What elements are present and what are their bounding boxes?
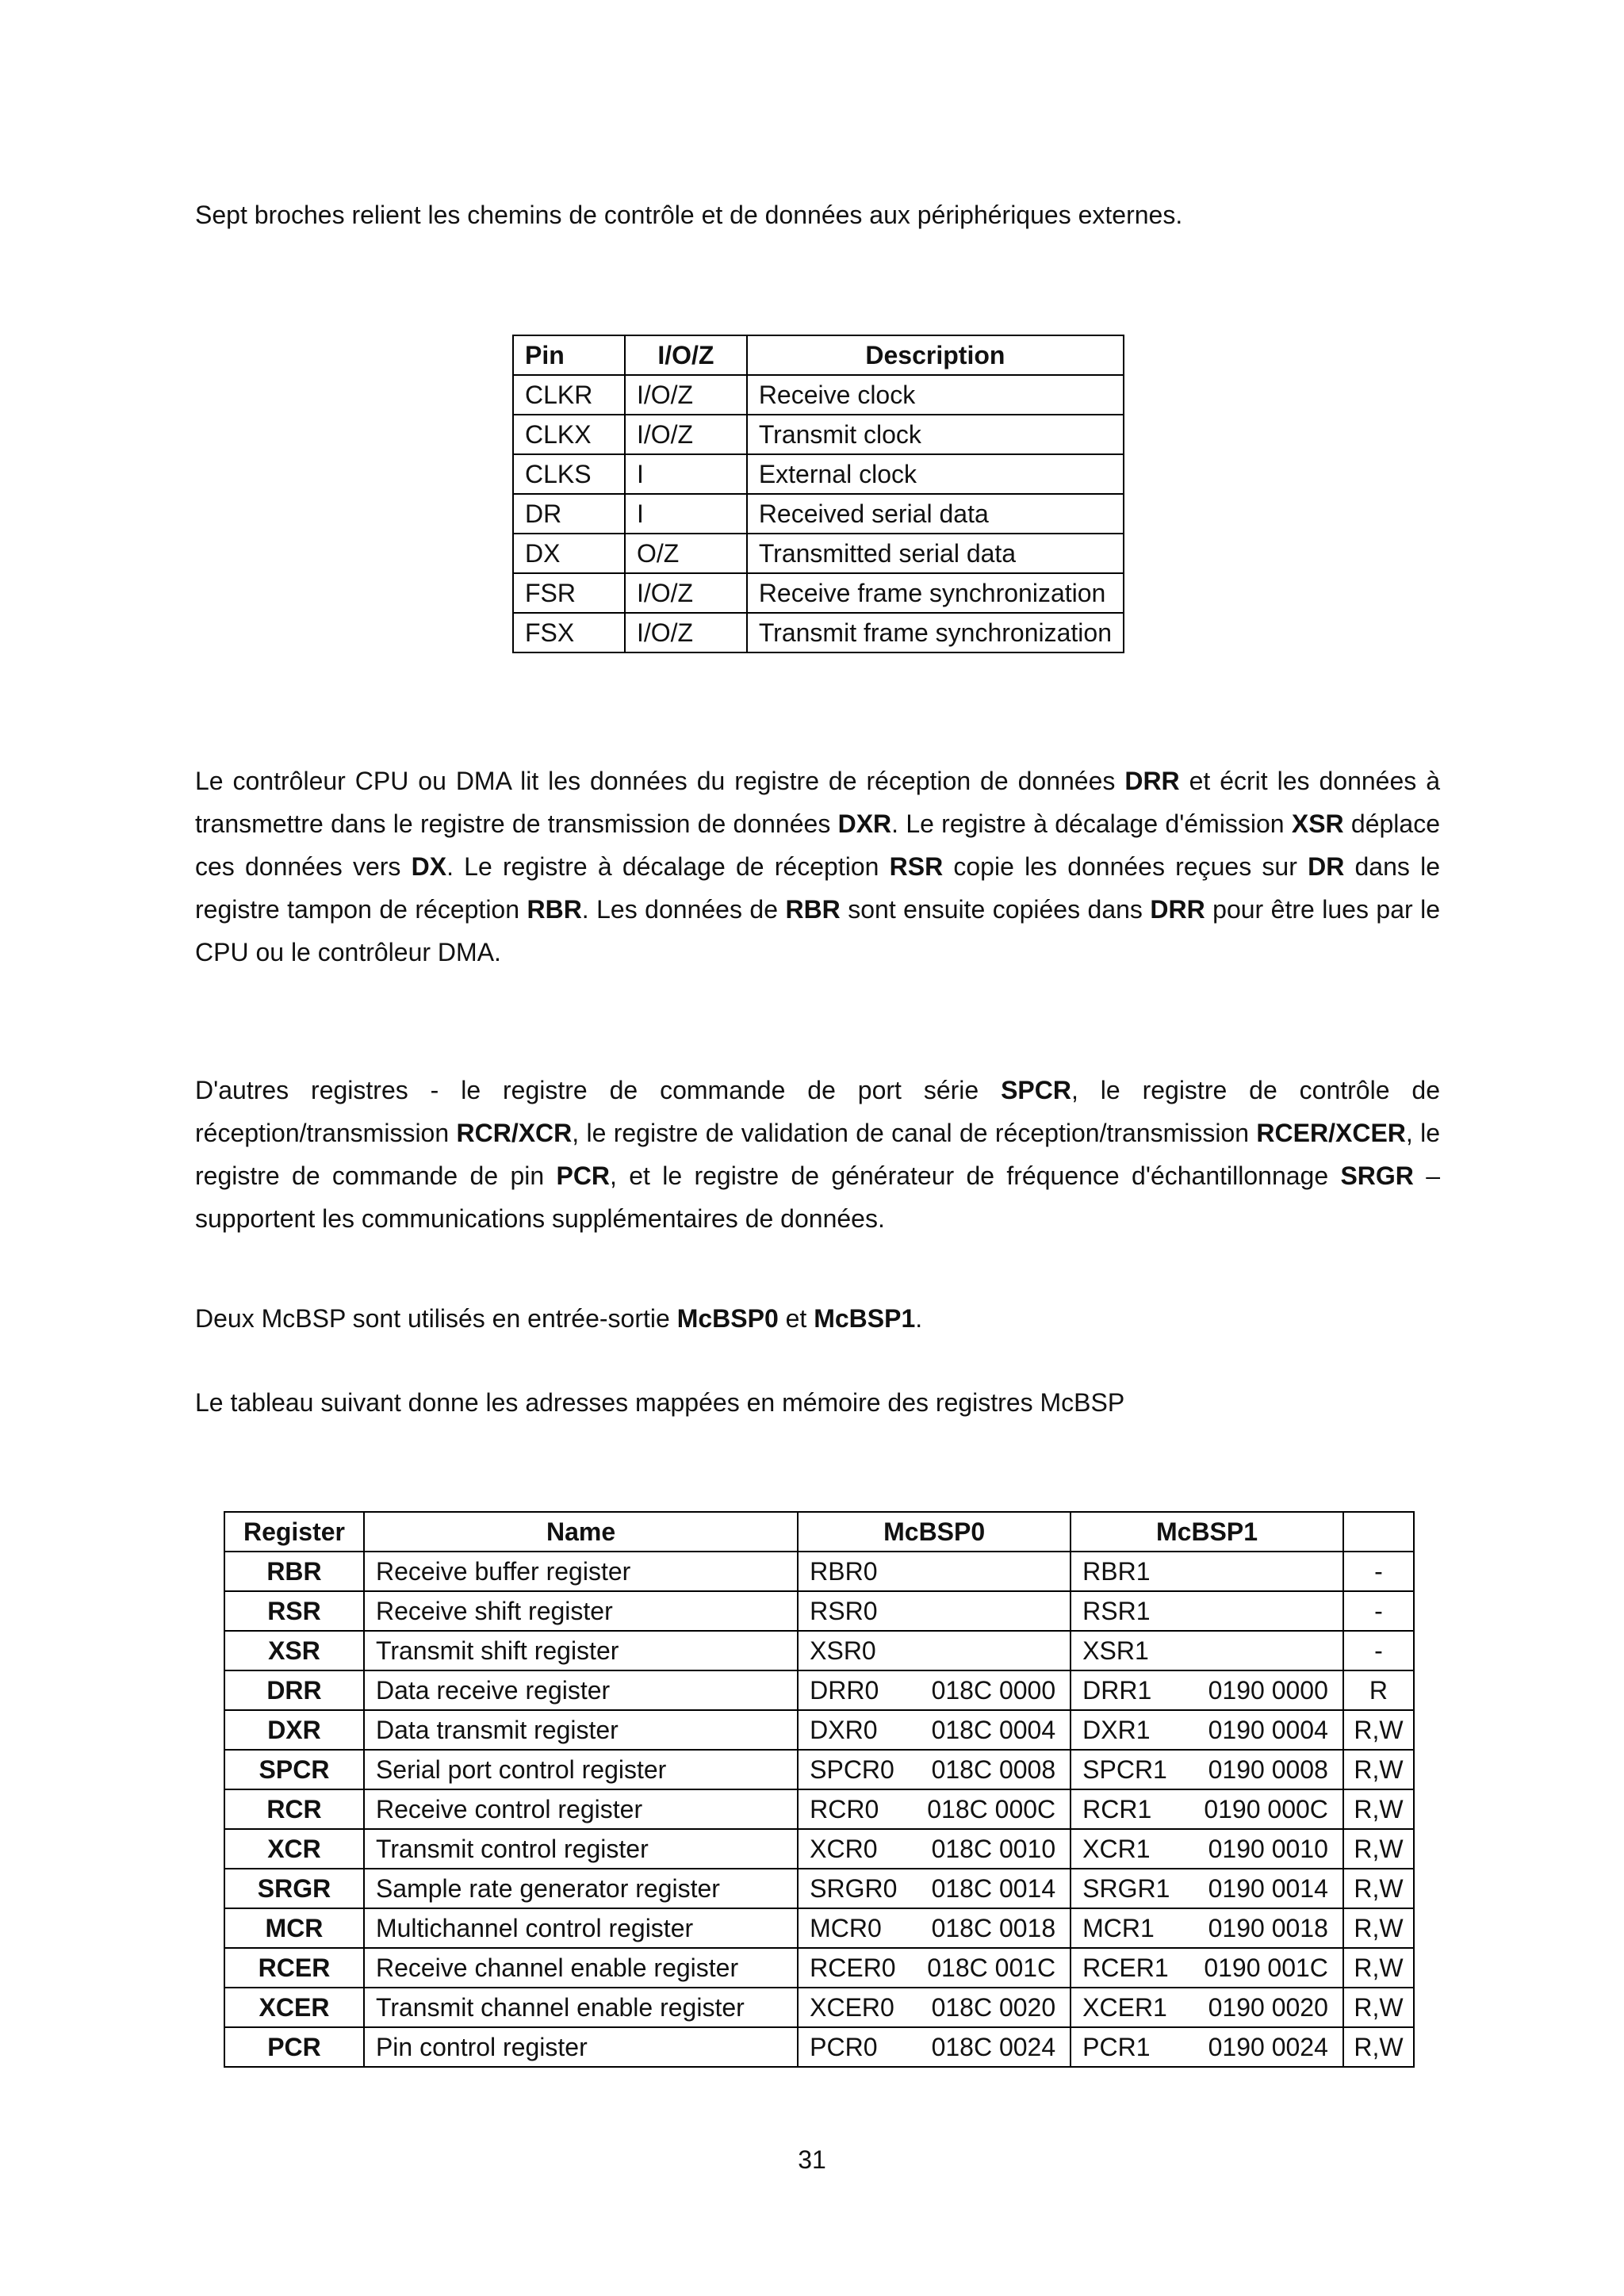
mcbsp0-address: 018C 0014 xyxy=(931,1874,1056,1903)
mcbsp1-register-label: XCER1 xyxy=(1082,1993,1167,2022)
access-cell: R,W xyxy=(1343,1710,1414,1750)
mcbsp1-register-label: RSR1 xyxy=(1082,1597,1151,1625)
register-table-header xyxy=(224,1512,1414,1552)
mcbsp1-register-label: SPCR1 xyxy=(1082,1755,1167,1784)
mcbsp1-cell xyxy=(1071,1670,1343,1710)
mcbsp1-address: 0190 0014 xyxy=(1208,1874,1328,1903)
register-table-row xyxy=(224,1710,1414,1750)
header-io: I/O/Z xyxy=(625,335,747,375)
mcbsp1-cell xyxy=(1071,1552,1343,1591)
bold-term: DR xyxy=(1308,852,1345,881)
bold-term: PCR xyxy=(556,1161,611,1190)
pin-table-row xyxy=(513,415,1124,454)
mcbsp1-address: 0190 0008 xyxy=(1208,1755,1328,1784)
description-cell: Receive frame synchronization xyxy=(747,573,1124,613)
register-table-row xyxy=(224,1829,1414,1869)
pin-cell: FSX xyxy=(513,613,625,652)
pin-cell: FSR xyxy=(513,573,625,613)
mcbsp1-cell xyxy=(1071,1789,1343,1829)
io-cell: I/O/Z xyxy=(625,375,747,415)
mcbsp0-cell xyxy=(798,1988,1071,2027)
mcbsp1-address: 0190 0018 xyxy=(1208,1914,1328,1942)
bold-term: RCER/XCER xyxy=(1256,1119,1406,1147)
name-cell: Multichannel control register xyxy=(364,1908,798,1948)
text-segment: , le registre de commande de pin xyxy=(195,1119,1441,1190)
register-cell: RCER xyxy=(224,1948,364,1988)
access-cell: - xyxy=(1343,1552,1414,1591)
bold-term: RBR xyxy=(785,895,841,924)
register-cell: SPCR xyxy=(224,1750,364,1789)
mcbsp0-register-label: DXR0 xyxy=(810,1716,878,1744)
name-cell: Serial port control register xyxy=(364,1750,798,1789)
name-cell: Receive buffer register xyxy=(364,1552,798,1591)
name-cell: Transmit channel enable register xyxy=(364,1988,798,2027)
text-segment: Deux McBSP sont utilisés en entrée-sortie xyxy=(195,1304,677,1333)
mcbsp1-cell xyxy=(1071,1988,1343,2027)
mcbsp0-cell xyxy=(798,1789,1071,1829)
register-cell: RCR xyxy=(224,1789,364,1829)
pin-table-row xyxy=(513,375,1124,415)
text-segment: dans le registre tampon de réception xyxy=(195,852,1441,924)
text-segment: copie les données reçues sur xyxy=(943,852,1308,881)
header-name: Name xyxy=(364,1512,798,1552)
description-cell: Transmit frame synchronization xyxy=(747,613,1124,652)
mcbsp0-address: 018C 0000 xyxy=(931,1676,1056,1705)
mcbsp1-address: 0190 0024 xyxy=(1208,2033,1328,2061)
register-cell: PCR xyxy=(224,2027,364,2067)
mcbsp1-register-label: RCR1 xyxy=(1082,1795,1152,1823)
mcbsp0-register-label: SRGR0 xyxy=(810,1874,898,1903)
mcbsp0-register-label: RSR0 xyxy=(810,1597,878,1625)
text-segment: et écrit les données à transmettre dans le registre de transmission de données xyxy=(195,767,1441,838)
pin-table xyxy=(512,335,1124,653)
name-cell: Data transmit register xyxy=(364,1710,798,1750)
mcbsp1-address: 0190 0020 xyxy=(1208,1993,1328,2022)
text-segment: et xyxy=(778,1304,814,1333)
description-cell: Received serial data xyxy=(747,494,1124,534)
mcbsp1-cell xyxy=(1071,1710,1343,1750)
mcbsp1-cell xyxy=(1071,1750,1343,1789)
mcbsp0-register-label: SPCR0 xyxy=(810,1755,894,1784)
bold-term: DRR xyxy=(1150,895,1205,924)
access-cell: R,W xyxy=(1343,1869,1414,1908)
mcbsp1-register-label: RBR1 xyxy=(1082,1557,1151,1586)
mcbsp0-register-label: RCR0 xyxy=(810,1795,879,1823)
bold-term: DXR xyxy=(837,809,892,838)
mcbsp1-register-label: DXR1 xyxy=(1082,1716,1151,1744)
io-cell: O/Z xyxy=(625,534,747,573)
pin-table-row xyxy=(513,534,1124,573)
mcbsp0-register-label: XSR0 xyxy=(810,1636,876,1665)
access-cell: R,W xyxy=(1343,1750,1414,1789)
access-cell: R,W xyxy=(1343,1908,1414,1948)
mcbsp0-address: 018C 0008 xyxy=(931,1755,1056,1784)
bold-term: XSR xyxy=(1291,809,1344,838)
paragraph-table-intro: Le tableau suivant donne les adresses mappées en mémoire des registres McBSP xyxy=(195,1388,1125,1417)
mcbsp1-register-label: MCR1 xyxy=(1082,1914,1155,1942)
name-cell: Receive channel enable register xyxy=(364,1948,798,1988)
text-segment: . xyxy=(915,1304,923,1333)
io-cell: I xyxy=(625,454,747,494)
register-cell: XSR xyxy=(224,1631,364,1670)
mcbsp1-cell xyxy=(1071,2027,1343,2067)
text-segment: – supportent les communications supplémentaires de données. xyxy=(195,1161,1441,1233)
header-mcbsp1: McBSP1 xyxy=(1071,1512,1343,1552)
page-number: 31 xyxy=(798,2145,826,2174)
pin-table-row xyxy=(513,573,1124,613)
header-register: Register xyxy=(224,1512,364,1552)
bold-term: DRR xyxy=(1124,767,1180,795)
mcbsp1-cell xyxy=(1071,1948,1343,1988)
mcbsp0-register-label: XCR0 xyxy=(810,1835,878,1863)
access-cell: - xyxy=(1343,1631,1414,1670)
bold-term: SPCR xyxy=(1001,1076,1071,1104)
header-access xyxy=(1343,1512,1414,1552)
paragraph-registers xyxy=(195,760,1440,974)
paragraph-mcbsp xyxy=(195,1297,1440,1340)
mcbsp0-address: 018C 000C xyxy=(927,1795,1056,1823)
mcbsp1-register-label: DRR1 xyxy=(1082,1676,1152,1705)
mcbsp1-register-label: SRGR1 xyxy=(1082,1874,1170,1903)
name-cell: Data receive register xyxy=(364,1670,798,1710)
text-segment: Le contrôleur CPU ou DMA lit les données du registre de réception de données xyxy=(195,767,1125,795)
access-cell: R xyxy=(1343,1670,1414,1710)
io-cell: I/O/Z xyxy=(625,573,747,613)
register-cell: XCR xyxy=(224,1829,364,1869)
text-segment: , et le registre de générateur de fréquence d'échantillonnage xyxy=(610,1161,1341,1190)
text-segment: D'autres registres - le registre de commande de port série xyxy=(195,1076,1002,1104)
name-cell: Transmit control register xyxy=(364,1829,798,1869)
bold-term: SRGR xyxy=(1340,1161,1414,1190)
pin-table-row xyxy=(513,494,1124,534)
name-cell: Sample rate generator register xyxy=(364,1869,798,1908)
register-table-row xyxy=(224,1789,1414,1829)
access-cell: R,W xyxy=(1343,1948,1414,1988)
text-segment: sont ensuite copiées dans xyxy=(840,895,1151,924)
register-cell: RSR xyxy=(224,1591,364,1631)
register-cell: XCER xyxy=(224,1988,364,2027)
register-table-row xyxy=(224,1908,1414,1948)
mcbsp1-address: 0190 000C xyxy=(1204,1795,1328,1823)
mcbsp0-cell xyxy=(798,1591,1071,1631)
description-cell: External clock xyxy=(747,454,1124,494)
mcbsp1-cell xyxy=(1071,1869,1343,1908)
text-segment: , le registre de validation de canal de réception/transmission xyxy=(572,1119,1257,1147)
mcbsp0-address: 018C 0020 xyxy=(931,1993,1056,2022)
mcbsp0-register-label: MCR0 xyxy=(810,1914,882,1942)
pin-cell: DX xyxy=(513,534,625,573)
text-segment: . Le registre à décalage de réception xyxy=(446,852,890,881)
mcbsp0-cell xyxy=(798,1670,1071,1710)
register-table-row xyxy=(224,1552,1414,1591)
access-cell: R,W xyxy=(1343,1988,1414,2027)
register-table-row xyxy=(224,2027,1414,2067)
description-cell: Transmitted serial data xyxy=(747,534,1124,573)
mcbsp1-address: 0190 001C xyxy=(1204,1954,1328,1982)
mcbsp0-register-label: DRR0 xyxy=(810,1676,879,1705)
text-segment: , le registre de contrôle de réception/transmission xyxy=(195,1076,1441,1147)
register-table-row xyxy=(224,1988,1414,2027)
mcbsp0-cell xyxy=(798,1948,1071,1988)
description-cell: Transmit clock xyxy=(747,415,1124,454)
pin-table-row xyxy=(513,454,1124,494)
mcbsp0-address: 018C 0018 xyxy=(931,1914,1056,1942)
mcbsp0-cell xyxy=(798,1552,1071,1591)
register-table-row xyxy=(224,1750,1414,1789)
register-cell: DRR xyxy=(224,1670,364,1710)
mcbsp0-address: 018C 0024 xyxy=(931,2033,1056,2061)
mcbsp0-register-label: XCER0 xyxy=(810,1993,894,2022)
pin-cell: CLKS xyxy=(513,454,625,494)
register-cell: RBR xyxy=(224,1552,364,1591)
register-table-row xyxy=(224,1631,1414,1670)
mcbsp1-address: 0190 0010 xyxy=(1208,1835,1328,1863)
pin-cell: CLKR xyxy=(513,375,625,415)
description-cell: Receive clock xyxy=(747,375,1124,415)
access-cell: R,W xyxy=(1343,2027,1414,2067)
mcbsp1-cell xyxy=(1071,1591,1343,1631)
bold-term: McBSP0 xyxy=(676,1304,779,1333)
bold-term: RBR xyxy=(527,895,582,924)
mcbsp0-cell xyxy=(798,1631,1071,1670)
mcbsp1-cell xyxy=(1071,1631,1343,1670)
pin-cell: CLKX xyxy=(513,415,625,454)
mcbsp0-cell xyxy=(798,1710,1071,1750)
pin-table-header xyxy=(513,335,1124,375)
mcbsp0-cell xyxy=(798,1908,1071,1948)
name-cell: Receive control register xyxy=(364,1789,798,1829)
register-table-row xyxy=(224,1670,1414,1710)
header-mcbsp0: McBSP0 xyxy=(798,1512,1071,1552)
text-segment: pour être lues par le CPU ou le contrôleur DMA. xyxy=(195,895,1441,966)
mcbsp1-address: 0190 0004 xyxy=(1208,1716,1328,1744)
text-segment: . Les données de xyxy=(581,895,786,924)
io-cell: I xyxy=(625,494,747,534)
register-cell: SRGR xyxy=(224,1869,364,1908)
text-segment: . Le registre à décalage d'émission xyxy=(891,809,1292,838)
bold-term: RSR xyxy=(889,852,944,881)
register-cell: MCR xyxy=(224,1908,364,1948)
mcbsp0-register-label: RCER0 xyxy=(810,1954,896,1982)
bold-term: McBSP1 xyxy=(814,1304,916,1333)
io-cell: I/O/Z xyxy=(625,613,747,652)
register-table-row xyxy=(224,1948,1414,1988)
mcbsp1-cell xyxy=(1071,1908,1343,1948)
header-pin: Pin xyxy=(513,335,625,375)
mcbsp1-register-label: RCER1 xyxy=(1082,1954,1169,1982)
register-table xyxy=(224,1511,1415,2068)
pin-cell: DR xyxy=(513,494,625,534)
name-cell: Transmit shift register xyxy=(364,1631,798,1670)
mcbsp1-address: 0190 0000 xyxy=(1208,1676,1328,1705)
mcbsp1-cell xyxy=(1071,1829,1343,1869)
mcbsp1-register-label: XCR1 xyxy=(1082,1835,1151,1863)
mcbsp0-register-label: PCR0 xyxy=(810,2033,878,2061)
register-table-row xyxy=(224,1869,1414,1908)
mcbsp0-cell xyxy=(798,1869,1071,1908)
bold-term: DX xyxy=(411,852,447,881)
header-description: Description xyxy=(747,335,1124,375)
intro-paragraph: Sept broches relient les chemins de contrôle et de données aux périphériques externes. xyxy=(195,201,1183,229)
paragraph-other-registers xyxy=(195,1069,1440,1240)
name-cell: Pin control register xyxy=(364,2027,798,2067)
io-cell: I/O/Z xyxy=(625,415,747,454)
register-table-row xyxy=(224,1591,1414,1631)
mcbsp0-address: 018C 0010 xyxy=(931,1835,1056,1863)
mcbsp0-cell xyxy=(798,1750,1071,1789)
mcbsp0-address: 018C 001C xyxy=(927,1954,1056,1982)
register-cell: DXR xyxy=(224,1710,364,1750)
mcbsp0-cell xyxy=(798,2027,1071,2067)
pin-table-row xyxy=(513,613,1124,652)
name-cell: Receive shift register xyxy=(364,1591,798,1631)
mcbsp0-register-label: RBR0 xyxy=(810,1557,878,1586)
bold-term: RCR/XCR xyxy=(456,1119,573,1147)
access-cell: R,W xyxy=(1343,1829,1414,1869)
mcbsp0-cell xyxy=(798,1829,1071,1869)
mcbsp1-register-label: PCR1 xyxy=(1082,2033,1151,2061)
mcbsp0-address: 018C 0004 xyxy=(931,1716,1056,1744)
access-cell: - xyxy=(1343,1591,1414,1631)
text-segment: déplace ces données vers xyxy=(195,809,1441,881)
access-cell: R,W xyxy=(1343,1789,1414,1829)
mcbsp1-register-label: XSR1 xyxy=(1082,1636,1149,1665)
